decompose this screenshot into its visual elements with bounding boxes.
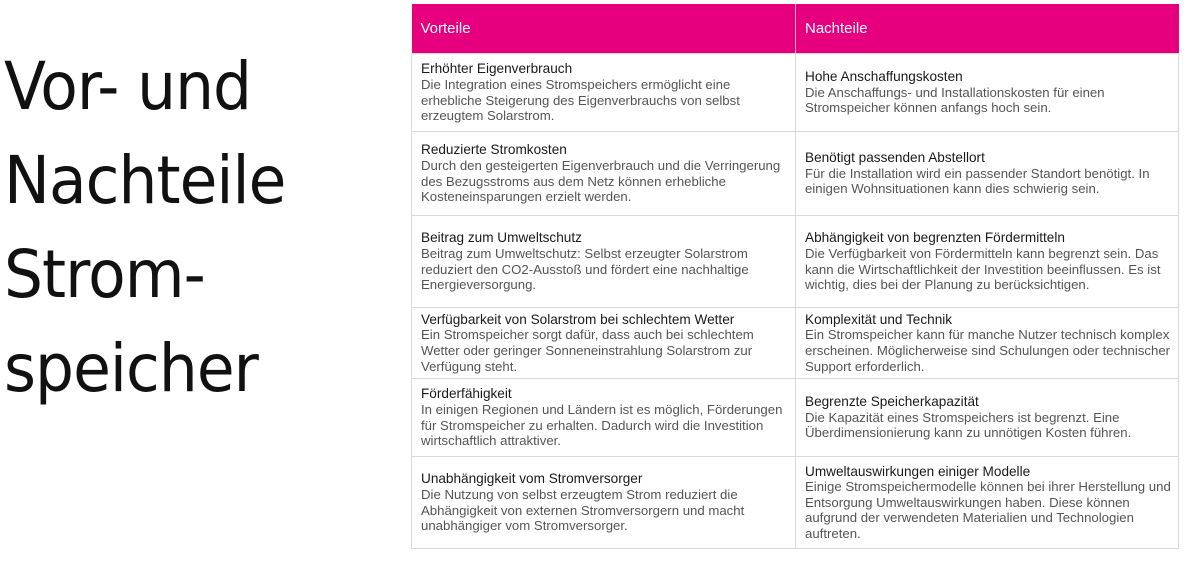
advantage-title: Reduzierte Stromkosten: [421, 142, 567, 158]
disadvantage-title: Hohe Anschaffungskosten: [805, 69, 963, 85]
advantage-title: Beitrag zum Umweltschutz: [421, 230, 582, 246]
disadvantage-cell: [796, 54, 1179, 132]
advantage-text: Die Nutzung von selbst erzeugtem Strom reduziert die Abhängigkeit von externen Stromversorgern und macht unabhängiger vom Stromversorger.: [421, 486, 745, 534]
advantage-title: Unabhängigkeit vom Stromversorger: [421, 471, 643, 487]
page-title-line-4: speicher: [4, 330, 258, 407]
table-row: [412, 54, 1179, 132]
disadvantage-text: Die Kapazität eines Stromspeichers ist begrenzt. Eine Überdimensionierung kann zu unnötigen Kosten führen.: [805, 409, 1132, 441]
page-title-line-3: Strom-: [4, 236, 205, 313]
disadvantage-text: Ein Stromspeicher kann für manche Nutzer technisch komplex erscheinen. Möglicherweise sind Schulungen oder technischer Support erforderlich.: [805, 327, 1171, 374]
table-row: [412, 457, 1179, 549]
page-title-line-1: Vor- und: [4, 48, 252, 125]
disadvantage-cell: [796, 457, 1179, 549]
table-row: [412, 216, 1179, 308]
advantage-cell: [412, 379, 796, 457]
disadvantage-cell: [796, 216, 1179, 308]
disadvantage-title: Abhängigkeit von begrenzten Fördermitteln: [805, 230, 1065, 246]
pros-cons-table-container: [411, 4, 1178, 549]
advantage-title: Förderfähigkeit: [421, 386, 512, 402]
disadvantage-cell: [796, 132, 1179, 216]
header-nachteile: Nachteile: [796, 4, 1179, 54]
table-row: [412, 132, 1179, 216]
table-row: [412, 379, 1179, 457]
advantage-cell: [412, 216, 796, 308]
advantage-text: Die Integration eines Stromspeichers ermöglicht eine erhebliche Steigerung des Eigenverbrauchs von selbst erzeugtem Solarstrom.: [421, 76, 740, 124]
disadvantage-text: Einige Stromspeichermodelle können bei ihrer Herstellung und Entsorgung Umweltauswirkungen haben. Diese können aufgrund der verwendeten Materialien und Technologien auftreten.: [805, 479, 1171, 541]
advantage-text: In einigen Regionen und Ländern ist es möglich, Förderungen für Stromspeicher zu erhalten. Dadurch wird die Investition wirtschaftlich attraktiver.: [421, 401, 783, 449]
advantage-title: Verfügbarkeit von Solarstrom bei schlechtem Wetter: [421, 311, 735, 327]
advantage-cell: [412, 457, 796, 549]
advantage-cell: [412, 308, 796, 379]
advantage-text: Ein Stromspeicher sorgt dafür, dass auch bei schlechtem Wetter oder geringer Sonneneinstrahlung Solarstrom zur Verfügung steht.: [421, 327, 754, 374]
advantage-text: Beitrag zum Umweltschutz: Selbst erzeugter Solarstrom reduziert den CO2-Ausstoß und fördert eine nachhaltige Energieversorgung.: [421, 245, 749, 293]
disadvantage-title: Begrenzte Speicherkapazität: [805, 394, 979, 410]
advantage-cell: [412, 132, 796, 216]
advantage-cell: [412, 54, 796, 132]
advantage-text: Durch den gesteigerten Eigenverbrauch und die Verringerung des Bezugsstroms aus dem Netz können erhebliche Kosteneinsparungen erzielt werden.: [421, 157, 781, 205]
disadvantage-text: Die Anschaffungs- und Installationskosten für einen Stromspeicher können anfangs hoch sein.: [805, 84, 1105, 116]
header-vorteile: Vorteile: [412, 4, 796, 54]
page-title-line-2: Nachteile: [4, 142, 286, 219]
disadvantage-title: Umweltauswirkungen einiger Modelle: [805, 463, 1031, 479]
disadvantage-cell: [796, 379, 1179, 457]
disadvantage-text: Für die Installation wird ein passender Standort benötigt. In einigen Wohnsituationen kann dies schwierig sein.: [805, 165, 1150, 197]
disadvantage-title: Komplexität und Technik: [805, 311, 953, 327]
disadvantage-cell: [796, 308, 1179, 379]
disadvantage-title: Benötigt passenden Abstellort: [805, 150, 985, 166]
table-row: [412, 308, 1179, 379]
pros-cons-table: [411, 4, 1179, 549]
disadvantage-text: Die Verfügbarkeit von Fördermitteln kann begrenzt sein. Das kann die Wirtschaftlichkeit der Investition beeinflussen. Es ist wichtig, dies bei der Planung zu berücksichtigen.: [805, 245, 1161, 293]
table-header-row: [412, 4, 1179, 54]
page-title: [4, 40, 399, 416]
advantage-title: Erhöhter Eigenverbrauch: [421, 61, 573, 77]
